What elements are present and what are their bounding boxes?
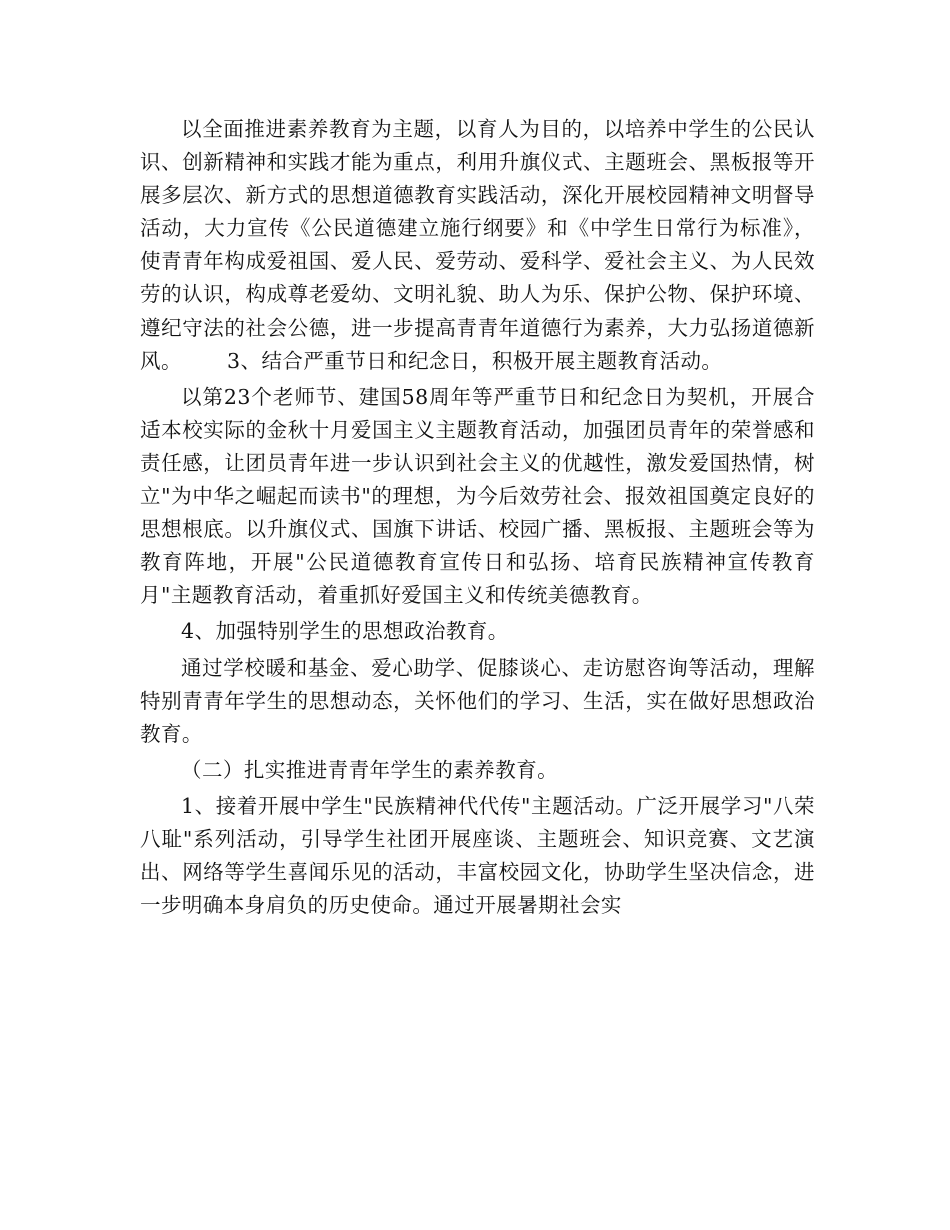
paragraph-2: 以第23个老师节、建国58周年等严重节日和纪念日为契机，开展合适本校实际的金秋十月爱国主义主题教育活动，加强团员青年的荣誉感和责任感，让团员青年进一步认识到社会主义的优越性，激发爱国热情，树立"为中华之崛起而读书"的理想，为今后效劳社会、报效祖国奠定良好的思想根底。以升旗仪式、国旗下讲话、校园广播、黑板报、主题班会等为教育阵地，开展"公民道德教育宣传日和弘扬、培育民族精神宣传教育月"主题教育活动，着重抓好爱国主义和传统美德教育。 [140,384,815,608]
paragraph-4: 通过学校暖和基金、爱心助学、促膝谈心、走访慰咨询等活动，理解特别青青年学生的思想动态，关怀他们的学习、生活，实在做好思想政治教育。 [140,655,815,746]
paragraph-1 [140,113,815,378]
paragraph-1-text: 以全面推进素养教育为主题，以育人为目的，以培养中学生的公民认识、创新精神和实践才能为重点，利用升旗仪式、主题班会、黑板报等开展多层次、新方式的思想道德教育实践活动，深化开展校园精神文明督导活动，大力宣传《公民道德建立施行纲要》和《中学生日常行为标准》，使青青年构成爱祖国、爱人民、爱劳动、爱科学、爱社会主义、为人民效劳的认识，构成尊老爱幼、文明礼貌、助人为乐、保护公物、保护环境、遵纪守法的社会公德，进一步提高青青年道德行为素养，大力弘扬道德新风。 [140,117,815,373]
paragraph-3: 4、加强特别学生的思想政治教育。 [181,619,509,644]
paragraph-1-continuation: 3、结合严重节日和纪念日，积极开展主题教育活动。 [227,348,723,373]
section-heading: （二）扎实推进青青年学生的素养教育。 [181,757,559,782]
paragraph-6: 1、接着开展中学生"民族精神代代传"主题活动。广泛开展学习"八荣八耻"系列活动，引导学生社团开展座谈、主题班会、知识竞赛、文艺演出、网络等学生喜闻乐见的活动，丰富校园文化，协助学生坚决信念，进一步明确本身肩负的历史使命。通过开展暑期社会实 [140,793,815,918]
document-body [140,113,815,922]
